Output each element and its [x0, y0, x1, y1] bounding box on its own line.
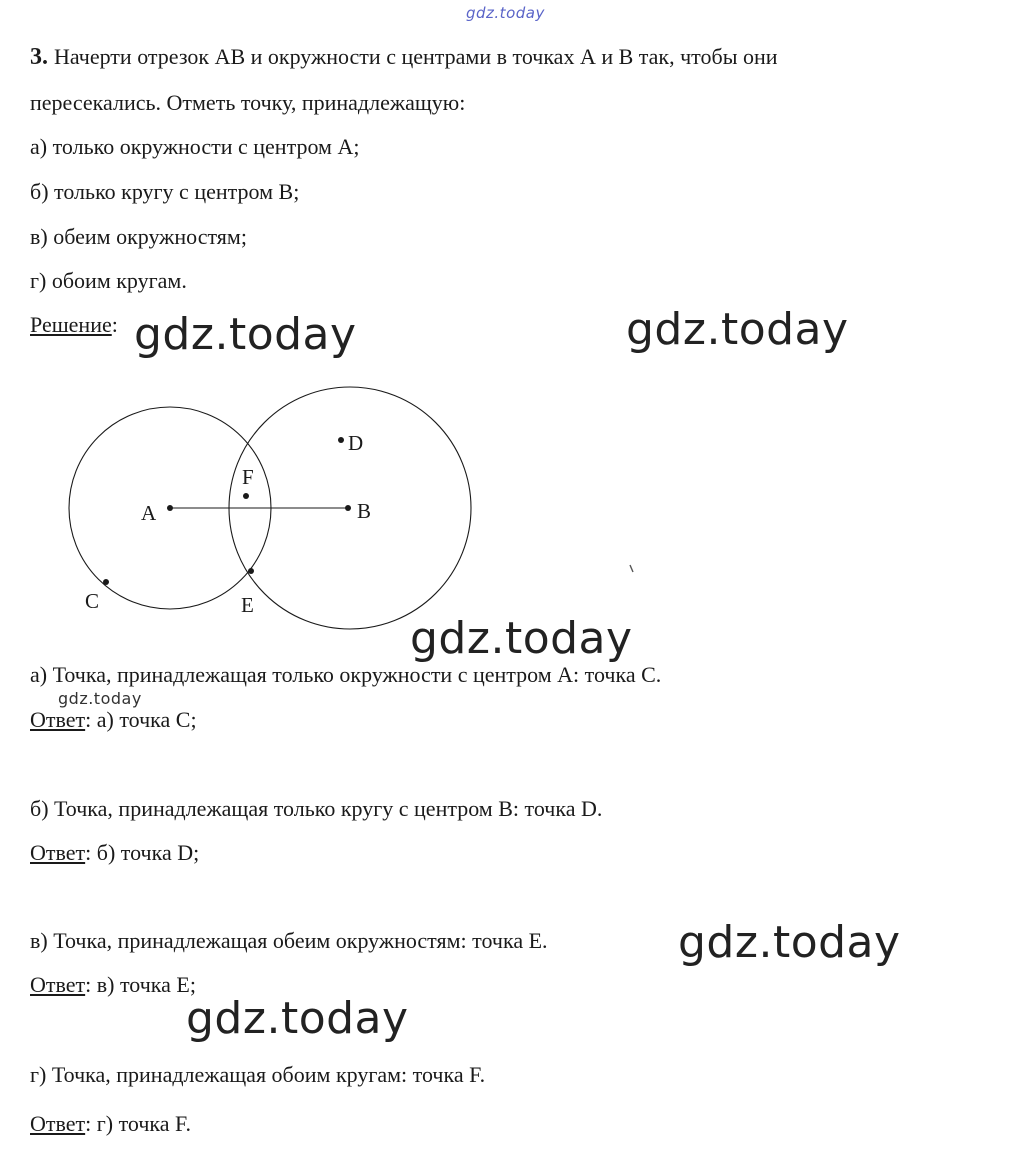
watermark-1: gdz.today	[134, 309, 357, 360]
point-d-dot	[338, 437, 344, 443]
task-text-line-2: пересекались. Отметь точку, принадлежащую:	[30, 90, 466, 115]
answer-text-c: : в) точка Е;	[85, 972, 196, 997]
point-e-label: E	[241, 593, 254, 617]
answer-line-b	[30, 840, 199, 866]
task-item-c: в) обеим окружностям;	[30, 224, 247, 249]
task-item-b: б) только кругу с центром В;	[30, 179, 300, 204]
watermark-small: gdz.today	[58, 689, 142, 708]
answer-label-c: Ответ	[30, 972, 86, 997]
answer-line-a	[30, 707, 197, 733]
watermark-3: gdz.today	[410, 613, 633, 664]
answer-label-d: Ответ	[30, 1111, 86, 1136]
point-a-label: A	[141, 501, 157, 525]
circle-center-a	[69, 407, 271, 609]
answer-text-d: : г) точка F.	[85, 1111, 192, 1136]
point-e-dot	[248, 568, 254, 574]
watermark-4: gdz.today	[678, 917, 901, 968]
task-number: 3.	[30, 44, 48, 70]
answer-statement-a: а) Точка, принадлежащая только окружности с центром А: точка С.	[30, 662, 662, 687]
task-item-d: г) обоим кругам.	[30, 268, 187, 293]
solution-label: Решение	[30, 312, 112, 337]
point-f-label: F	[242, 465, 254, 489]
point-c-label: C	[85, 589, 100, 613]
answer-statement-c: в) Точка, принадлежащая обеим окружностям: точка Е.	[30, 928, 548, 953]
answer-text-b: : б) точка D;	[85, 840, 200, 865]
point-f-dot	[243, 493, 249, 499]
watermark-top: gdz.today	[466, 4, 545, 22]
solution-heading	[30, 312, 118, 338]
answer-statement-d: г) Точка, принадлежащая обоим кругам: точка F.	[30, 1062, 486, 1087]
point-a-dot	[167, 505, 173, 511]
task-text-line-1: Начерти отрезок АВ и окружности с центрами в точках А и В так, чтобы они	[54, 44, 778, 69]
answer-label-a: Ответ	[30, 707, 86, 732]
answer-label-b: Ответ	[30, 840, 86, 865]
point-b-label: B	[357, 499, 372, 523]
point-d-label: D	[348, 431, 364, 455]
point-c-dot	[103, 579, 109, 585]
answer-line-c	[30, 972, 196, 998]
solution-colon: :	[111, 312, 118, 337]
task-line-1	[30, 44, 778, 70]
watermark-5: gdz.today	[186, 993, 409, 1044]
task-item-a: а) только окружности с центром А;	[30, 134, 360, 159]
watermark-2: gdz.today	[626, 304, 849, 355]
point-b-dot	[345, 505, 351, 511]
stray-mark	[630, 565, 633, 572]
circle-center-b	[229, 387, 471, 629]
answer-line-d	[30, 1111, 191, 1137]
answer-text-a: : а) точка С;	[85, 707, 197, 732]
answer-statement-b: б) Точка, принадлежащая только кругу с центром В: точка D.	[30, 796, 603, 821]
